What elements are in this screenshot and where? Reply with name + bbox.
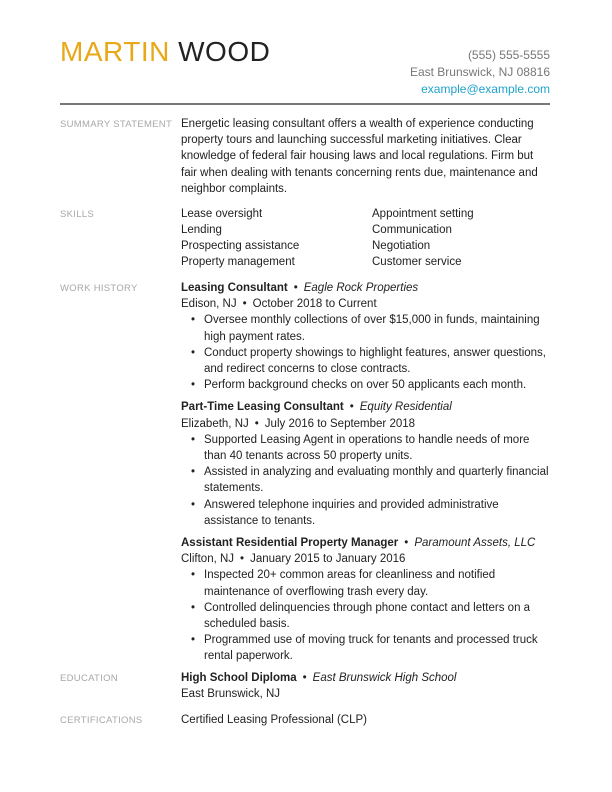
school-name: East Brunswick High School (312, 672, 457, 684)
job-entry (181, 535, 550, 665)
bullet-item: • Inspected 20+ common areas for cleanliness and notified maintenance of overflowing trash every day. (204, 567, 550, 599)
bullet-item: • Oversee monthly collections of over $15,000 in funds, maintaining high payment rates. (204, 312, 550, 344)
skill-item: Customer service (372, 256, 462, 268)
skill-item: Prospecting assistance (181, 240, 300, 252)
separator: • (404, 537, 409, 550)
job-dates: October 2018 to Current (252, 298, 377, 311)
separator: • (293, 282, 298, 294)
job-title: Leasing Consultant (181, 282, 288, 294)
school-location: East Brunswick, NJ (181, 688, 281, 701)
header-divider (60, 103, 550, 105)
email-link[interactable]: example@example.com (421, 82, 550, 96)
skill-item: Lending (181, 224, 222, 236)
bullet-item: • Answered telephone inquiries and provided administrative assistance to tenants. (204, 497, 550, 529)
job-meta (181, 416, 550, 432)
job-entry (181, 399, 550, 529)
job-dates: January 2015 to January 2016 (250, 553, 406, 566)
education-entry (181, 670, 550, 702)
bullet-item: • Conduct property showings to highlight features, answer questions, and redirect concerns to close contracts. (204, 345, 550, 377)
first-name: MARTIN (60, 36, 170, 67)
contact-info (410, 47, 550, 98)
candidate-name (60, 34, 270, 70)
job-bullets (181, 432, 550, 529)
section-label: WORK HISTORY (60, 283, 138, 294)
job-heading (181, 399, 550, 415)
section-label: SKILLS (60, 209, 95, 220)
company-name: Paramount Assets, LLC (414, 537, 536, 550)
job-bullets (181, 567, 550, 664)
bullet-item: • Controlled delinquencies through phone contact and letters on a scheduled basis. (204, 600, 550, 632)
separator: • (242, 298, 247, 311)
bullet-item: • Programmed use of moving truck for tenants and processed truck rental paperwork. (204, 632, 550, 664)
last-name: WOOD (178, 36, 271, 67)
bullet-item: • Perform background checks on over 50 applicants each month. (204, 377, 550, 393)
separator: • (240, 553, 245, 566)
job-title: Part-Time Leasing Consultant (181, 401, 344, 414)
company-name: Eagle Rock Properties (303, 282, 419, 294)
job-meta (181, 296, 550, 312)
skill-item: Communication (372, 224, 452, 236)
degree: High School Diploma (181, 672, 297, 684)
job-title: Assistant Residential Property Manager (181, 537, 399, 550)
education-heading (181, 670, 550, 686)
job-meta (181, 551, 550, 567)
phone: (555) 555-5555 (467, 48, 550, 62)
work-history-list (181, 280, 550, 671)
location: East Brunswick, NJ 08816 (409, 65, 550, 79)
separator: • (254, 417, 259, 430)
certification-item: Certified Leasing Professional (CLP) (181, 714, 368, 726)
skills-grid (181, 206, 550, 270)
skill-item: Negotiation (372, 240, 431, 252)
skill-item: Property management (181, 256, 295, 268)
job-location: Elizabeth, NJ (181, 417, 249, 430)
separator: • (349, 401, 354, 414)
section-label: EDUCATION (60, 673, 118, 684)
bullet-item: • Supported Leasing Agent in operations to handle needs of more than 40 tenants across 50 property units. (204, 432, 550, 464)
summary-text: Energetic leasing consultant offers a wealth of experience conducting property tours and launching successful marketing initiatives. Clear knowledge of federal fair housing laws and local regulations. Firm but fair when dealing with tenants concerning rents due, maintenance and neighbor complaints. (181, 118, 538, 195)
skill-item: Appointment setting (372, 208, 474, 220)
bullet-item: • Assisted in analyzing and evaluating monthly and quarterly financial statements. (204, 464, 550, 496)
skill-item: Lease oversight (181, 208, 263, 220)
section-label: CERTIFICATIONS (60, 715, 143, 726)
job-dates: July 2016 to September 2018 (264, 417, 416, 430)
section-label: SUMMARY STATEMENT (60, 119, 173, 130)
job-heading (181, 535, 550, 551)
certifications-list (181, 712, 550, 728)
job-location: Edison, NJ (181, 298, 237, 311)
job-entry (181, 280, 550, 393)
separator: • (302, 672, 307, 684)
job-bullets (181, 312, 550, 393)
company-name: Equity Residential (359, 401, 452, 414)
job-location: Clifton, NJ (181, 553, 235, 566)
job-heading (181, 280, 550, 296)
